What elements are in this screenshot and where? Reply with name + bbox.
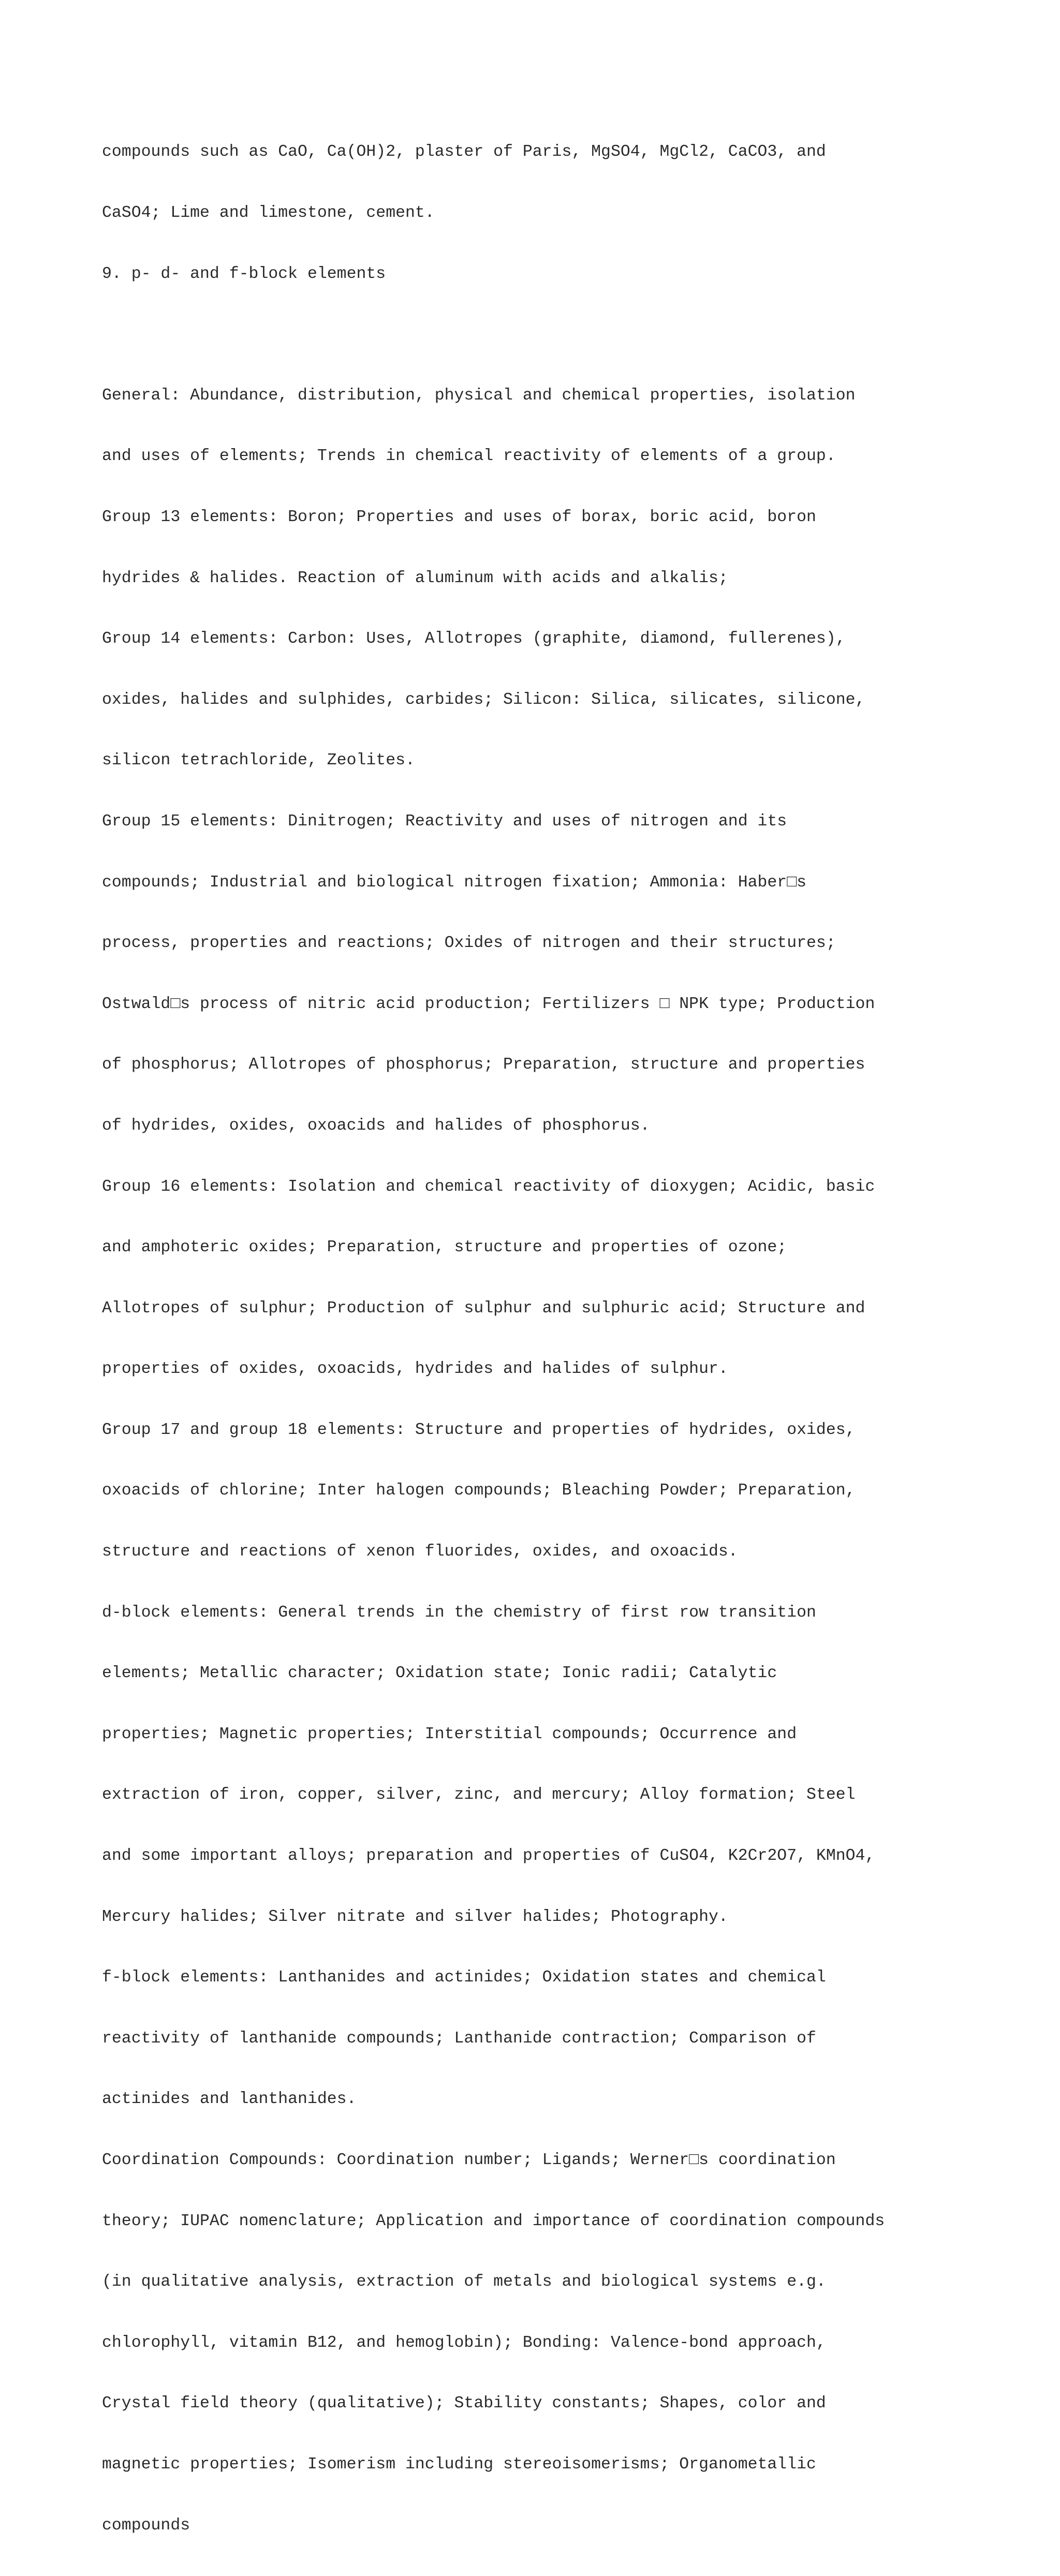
text-line: Ostwald□s process of nitric acid production; Fertilizers □ NPK type; Production: [102, 995, 875, 1013]
blank-line: [102, 324, 1044, 345]
text-line: Group 14 elements: Carbon: Uses, Allotropes (graphite, diamond, fullerenes),: [102, 630, 846, 648]
text-line: process, properties and reactions; Oxides of nitrogen and their structures;: [102, 934, 836, 953]
text-line: compounds: [102, 2516, 190, 2535]
text-line: properties of oxides, oxoacids, hydrides and halides of sulphur.: [102, 1360, 728, 1379]
text-line: Mercury halides; Silver nitrate and silver halides; Photography.: [102, 1907, 728, 1926]
text-line: and uses of elements; Trends in chemical reactivity of elements of a group.: [102, 447, 836, 466]
text-line: magnetic properties; Isomerism including stereoisomerisms; Organometallic: [102, 2455, 816, 2474]
section-heading: 9. p- d- and f-block elements: [102, 264, 386, 283]
text-line: elements; Metallic character; Oxidation state; Ionic radii; Catalytic: [102, 1664, 777, 1683]
text-line: oxides, halides and sulphides, carbides; Silicon: Silica, silicates, silicone,: [102, 690, 865, 709]
text-line: and some important alloys; preparation and properties of CuSO4, K2Cr2O7, KMnO4,: [102, 1847, 875, 1866]
text-line: compounds; Industrial and biological nitrogen fixation; Ammonia: Haber□s: [102, 873, 807, 892]
text-line: General: Abundance, distribution, physical and chemical properties, isolation: [102, 386, 856, 405]
text-line: f-block elements: Lanthanides and actinides; Oxidation states and chemical: [102, 1968, 826, 1987]
text-line: silicon tetrachloride, Zeolites.: [102, 751, 415, 770]
text-line: chlorophyll, vitamin B12, and hemoglobin); Bonding: Valence-bond approach,: [102, 2333, 826, 2352]
text-line: Allotropes of sulphur; Production of sulphur and sulphuric acid; Structure and: [102, 1299, 865, 1317]
text-line: structure and reactions of xenon fluorides, oxides, and oxoacids.: [102, 1543, 738, 1561]
text-line: CaSO4; Lime and limestone, cement.: [102, 204, 435, 222]
text-line: reactivity of lanthanide compounds; Lanthanide contraction; Comparison of: [102, 2029, 816, 2048]
text-line: and amphoteric oxides; Preparation, structure and properties of ozone;: [102, 1238, 787, 1257]
text-line: compounds such as CaO, Ca(OH)2, plaster of Paris, MgSO4, MgCl2, CaCO3, and: [102, 143, 826, 161]
document-text: [102, 101, 1044, 2576]
text-line: extraction of iron, copper, silver, zinc, and mercury; Alloy formation; Steel: [102, 1786, 856, 1804]
text-line: Crystal field theory (qualitative); Stability constants; Shapes, color and: [102, 2394, 826, 2413]
text-line: oxoacids of chlorine; Inter halogen compounds; Bleaching Powder; Preparation,: [102, 1482, 856, 1500]
text-line: (in qualitative analysis, extraction of metals and biological systems e.g.: [102, 2273, 826, 2291]
text-line: of hydrides, oxides, oxoacids and halides of phosphorus.: [102, 1116, 650, 1135]
text-line: Coordination Compounds: Coordination number; Ligands; Werner□s coordination: [102, 2151, 836, 2169]
text-line: d-block elements: General trends in the chemistry of first row transition: [102, 1603, 816, 1622]
text-line: Group 17 and group 18 elements: Structure and properties of hydrides, oxides,: [102, 1420, 856, 1439]
text-line: properties; Magnetic properties; Interstitial compounds; Occurrence and: [102, 1725, 797, 1743]
text-line: Group 13 elements: Boron; Properties and uses of borax, boric acid, boron: [102, 508, 816, 526]
text-line: actinides and lanthanides.: [102, 2090, 357, 2109]
text-line: hydrides & halides. Reaction of aluminum with acids and alkalis;: [102, 569, 728, 587]
text-line: theory; IUPAC nomenclature; Application and importance of coordination compounds: [102, 2212, 885, 2230]
text-line: of phosphorus; Allotropes of phosphorus; Preparation, structure and properties: [102, 1056, 865, 1074]
text-line: Group 15 elements: Dinitrogen; Reactivity and uses of nitrogen and its: [102, 812, 787, 831]
text-line: Group 16 elements: Isolation and chemical reactivity of dioxygen; Acidic, basic: [102, 1177, 875, 1196]
